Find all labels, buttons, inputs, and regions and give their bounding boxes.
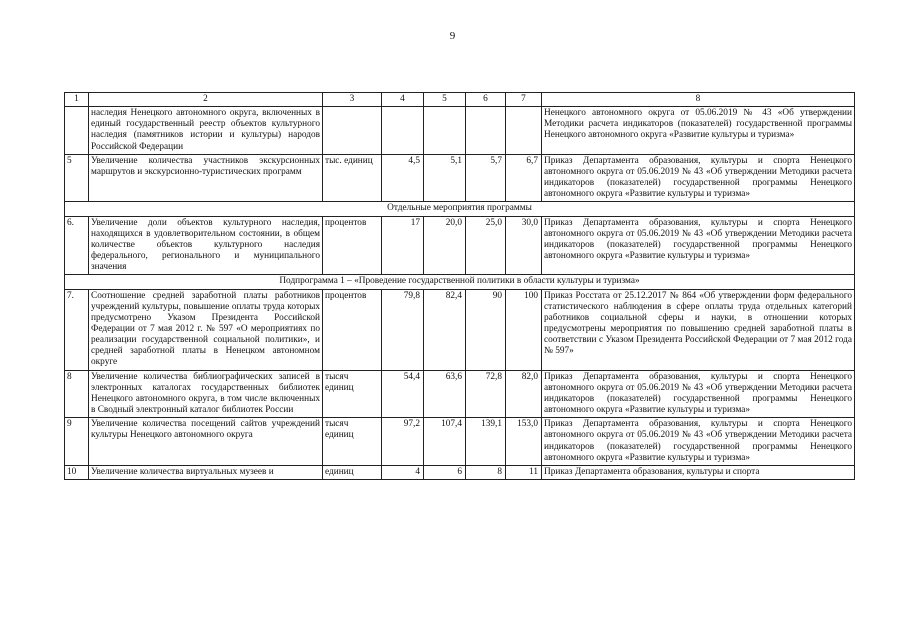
row-number-cell: 10 <box>65 465 89 479</box>
column-header: 8 <box>542 93 855 107</box>
column-header: 7 <box>506 93 542 107</box>
row-number-cell <box>65 107 89 155</box>
table-row <box>65 289 855 370</box>
table-row <box>65 107 855 155</box>
value-cell <box>424 107 466 155</box>
value-cell: 82,0 <box>506 370 542 418</box>
unit-cell <box>323 107 382 155</box>
value-cell: 63,6 <box>424 370 466 418</box>
unit-cell: процентов <box>323 216 382 275</box>
value-cell: 4,5 <box>382 154 424 202</box>
indicator-name-cell: Увеличение количества посещений сайтов учреждений культуры Ненецкого автономного округа <box>89 418 323 466</box>
indicators-table <box>64 92 855 480</box>
section-row <box>65 275 855 289</box>
column-header: 5 <box>424 93 466 107</box>
value-cell: 20,0 <box>424 216 466 275</box>
table-row <box>65 216 855 275</box>
source-document-cell: Приказ Департамента образования, культуры и спорта <box>542 465 855 479</box>
indicator-name-cell: Увеличение количества библиографических записей в электронных каталогах государственных библиотек Ненецкого автономного округа, в том числе включенных в Сводный электронный каталог библиотек России <box>89 370 323 418</box>
table-row <box>65 465 855 479</box>
value-cell: 82,4 <box>424 289 466 370</box>
column-header: 4 <box>382 93 424 107</box>
indicator-name-cell: Увеличение количества виртуальных музеев и <box>89 465 323 479</box>
section-title: Отдельные мероприятия программы <box>65 202 855 216</box>
column-header: 3 <box>323 93 382 107</box>
value-cell: 5,7 <box>466 154 506 202</box>
value-cell: 6,7 <box>506 154 542 202</box>
indicator-name-cell: Соотношение средней заработной платы работников учреждений культуры, повышение оплаты труда которых предусмотрено Указом Президента Российской Федерации от 7 мая 2012 г. № 597 «О мероприятиях по реализации государственной социальной политики», и средней заработной платы в Ненецком автономном округе <box>89 289 323 370</box>
value-cell: 4 <box>382 465 424 479</box>
unit-cell: единиц <box>323 465 382 479</box>
table-header-row <box>65 93 855 107</box>
indicator-name-cell: наследия Ненецкого автономного округа, включенных в единый государственный реестр объектов культурного наследия (памятников истории и культуры) народов Российской Федерации <box>89 107 323 155</box>
value-cell: 25,0 <box>466 216 506 275</box>
unit-cell: процентов <box>323 289 382 370</box>
value-cell: 17 <box>382 216 424 275</box>
row-number-cell: 8 <box>65 370 89 418</box>
unit-cell: тысяч единиц <box>323 370 382 418</box>
value-cell: 8 <box>466 465 506 479</box>
table-row <box>65 418 855 466</box>
source-document-cell: Приказ Департамента образования, культуры и спорта Ненецкого автономного округа от 05.06.2019 № 43 «Об утверждении Методики расчета индикаторов (показателей) государственной программы Ненецкого автономного округа «Развитие культуры и туризма» <box>542 154 855 202</box>
table-row <box>65 370 855 418</box>
row-number-cell: 6. <box>65 216 89 275</box>
value-cell: 139,1 <box>466 418 506 466</box>
unit-cell: тыс. единиц <box>323 154 382 202</box>
indicator-name-cell: Увеличение доли объектов культурного наследия, находящихся в удовлетворительном состоянии, в общем количестве объектов культурного наследия федерального, регионального и муниципального значения <box>89 216 323 275</box>
source-document-cell: Приказ Департамента образования, культуры и спорта Ненецкого автономного округа от 05.06.2019 № 43 «Об утверждении Методики расчета индикаторов (показателей) государственной программы Ненецкого автономного округа «Развитие культуры и туризма» <box>542 370 855 418</box>
source-document-cell: Приказ Департамента образования, культуры и спорта Ненецкого автономного округа от 05.06.2019 № 43 «Об утверждении Методики расчета индикаторов (показателей) государственной программы Ненецкого автономного округа «Развитие культуры и туризма» <box>542 216 855 275</box>
unit-cell: тысяч единиц <box>323 418 382 466</box>
value-cell: 107,4 <box>424 418 466 466</box>
value-cell: 90 <box>466 289 506 370</box>
value-cell: 11 <box>506 465 542 479</box>
value-cell <box>506 107 542 155</box>
source-document-cell: Приказ Департамента образования, культуры и спорта Ненецкого автономного округа от 05.06.2019 № 43 «Об утверждении Методики расчета индикаторов (показателей) государственной программы Ненецкого автономного округа «Развитие культуры и туризма» <box>542 418 855 466</box>
column-header: 1 <box>65 93 89 107</box>
page-number: 9 <box>449 30 456 42</box>
value-cell <box>382 107 424 155</box>
value-cell: 6 <box>424 465 466 479</box>
row-number-cell: 9 <box>65 418 89 466</box>
column-header: 2 <box>89 93 323 107</box>
value-cell: 79,8 <box>382 289 424 370</box>
value-cell: 153,0 <box>506 418 542 466</box>
value-cell: 5,1 <box>424 154 466 202</box>
value-cell: 30,0 <box>506 216 542 275</box>
row-number-cell: 7. <box>65 289 89 370</box>
value-cell: 54,4 <box>382 370 424 418</box>
value-cell: 97,2 <box>382 418 424 466</box>
value-cell: 100 <box>506 289 542 370</box>
source-document-cell: Приказ Росстата от 25.12.2017 № 864 «Об утверждении форм федерального статистического наблюдения в сфере оплаты труда отдельных категорий работников социальной сферы и науки, в отношении которых предусмотрены мероприятия по повышению средней заработной платы в соответствии с Указом Президента Российской Федерации от 7 мая 2012 года № 597» <box>542 289 855 370</box>
section-title: Подпрограмма 1 – «Проведение государственной политики в области культуры и туризма» <box>65 275 855 289</box>
section-row <box>65 202 855 216</box>
row-number-cell: 5 <box>65 154 89 202</box>
source-document-cell: Ненецкого автономного округа от 05.06.2019 № 43 «Об утверждении Методики расчета индикаторов (показателей) государственной программы Ненецкого автономного округа «Развитие культуры и туризма» <box>542 107 855 155</box>
indicator-name-cell: Увеличение количества участников экскурсионных маршрутов и экскурсионно-туристических программ <box>89 154 323 202</box>
value-cell: 72,8 <box>466 370 506 418</box>
table-row <box>65 154 855 202</box>
value-cell <box>466 107 506 155</box>
column-header: 6 <box>466 93 506 107</box>
